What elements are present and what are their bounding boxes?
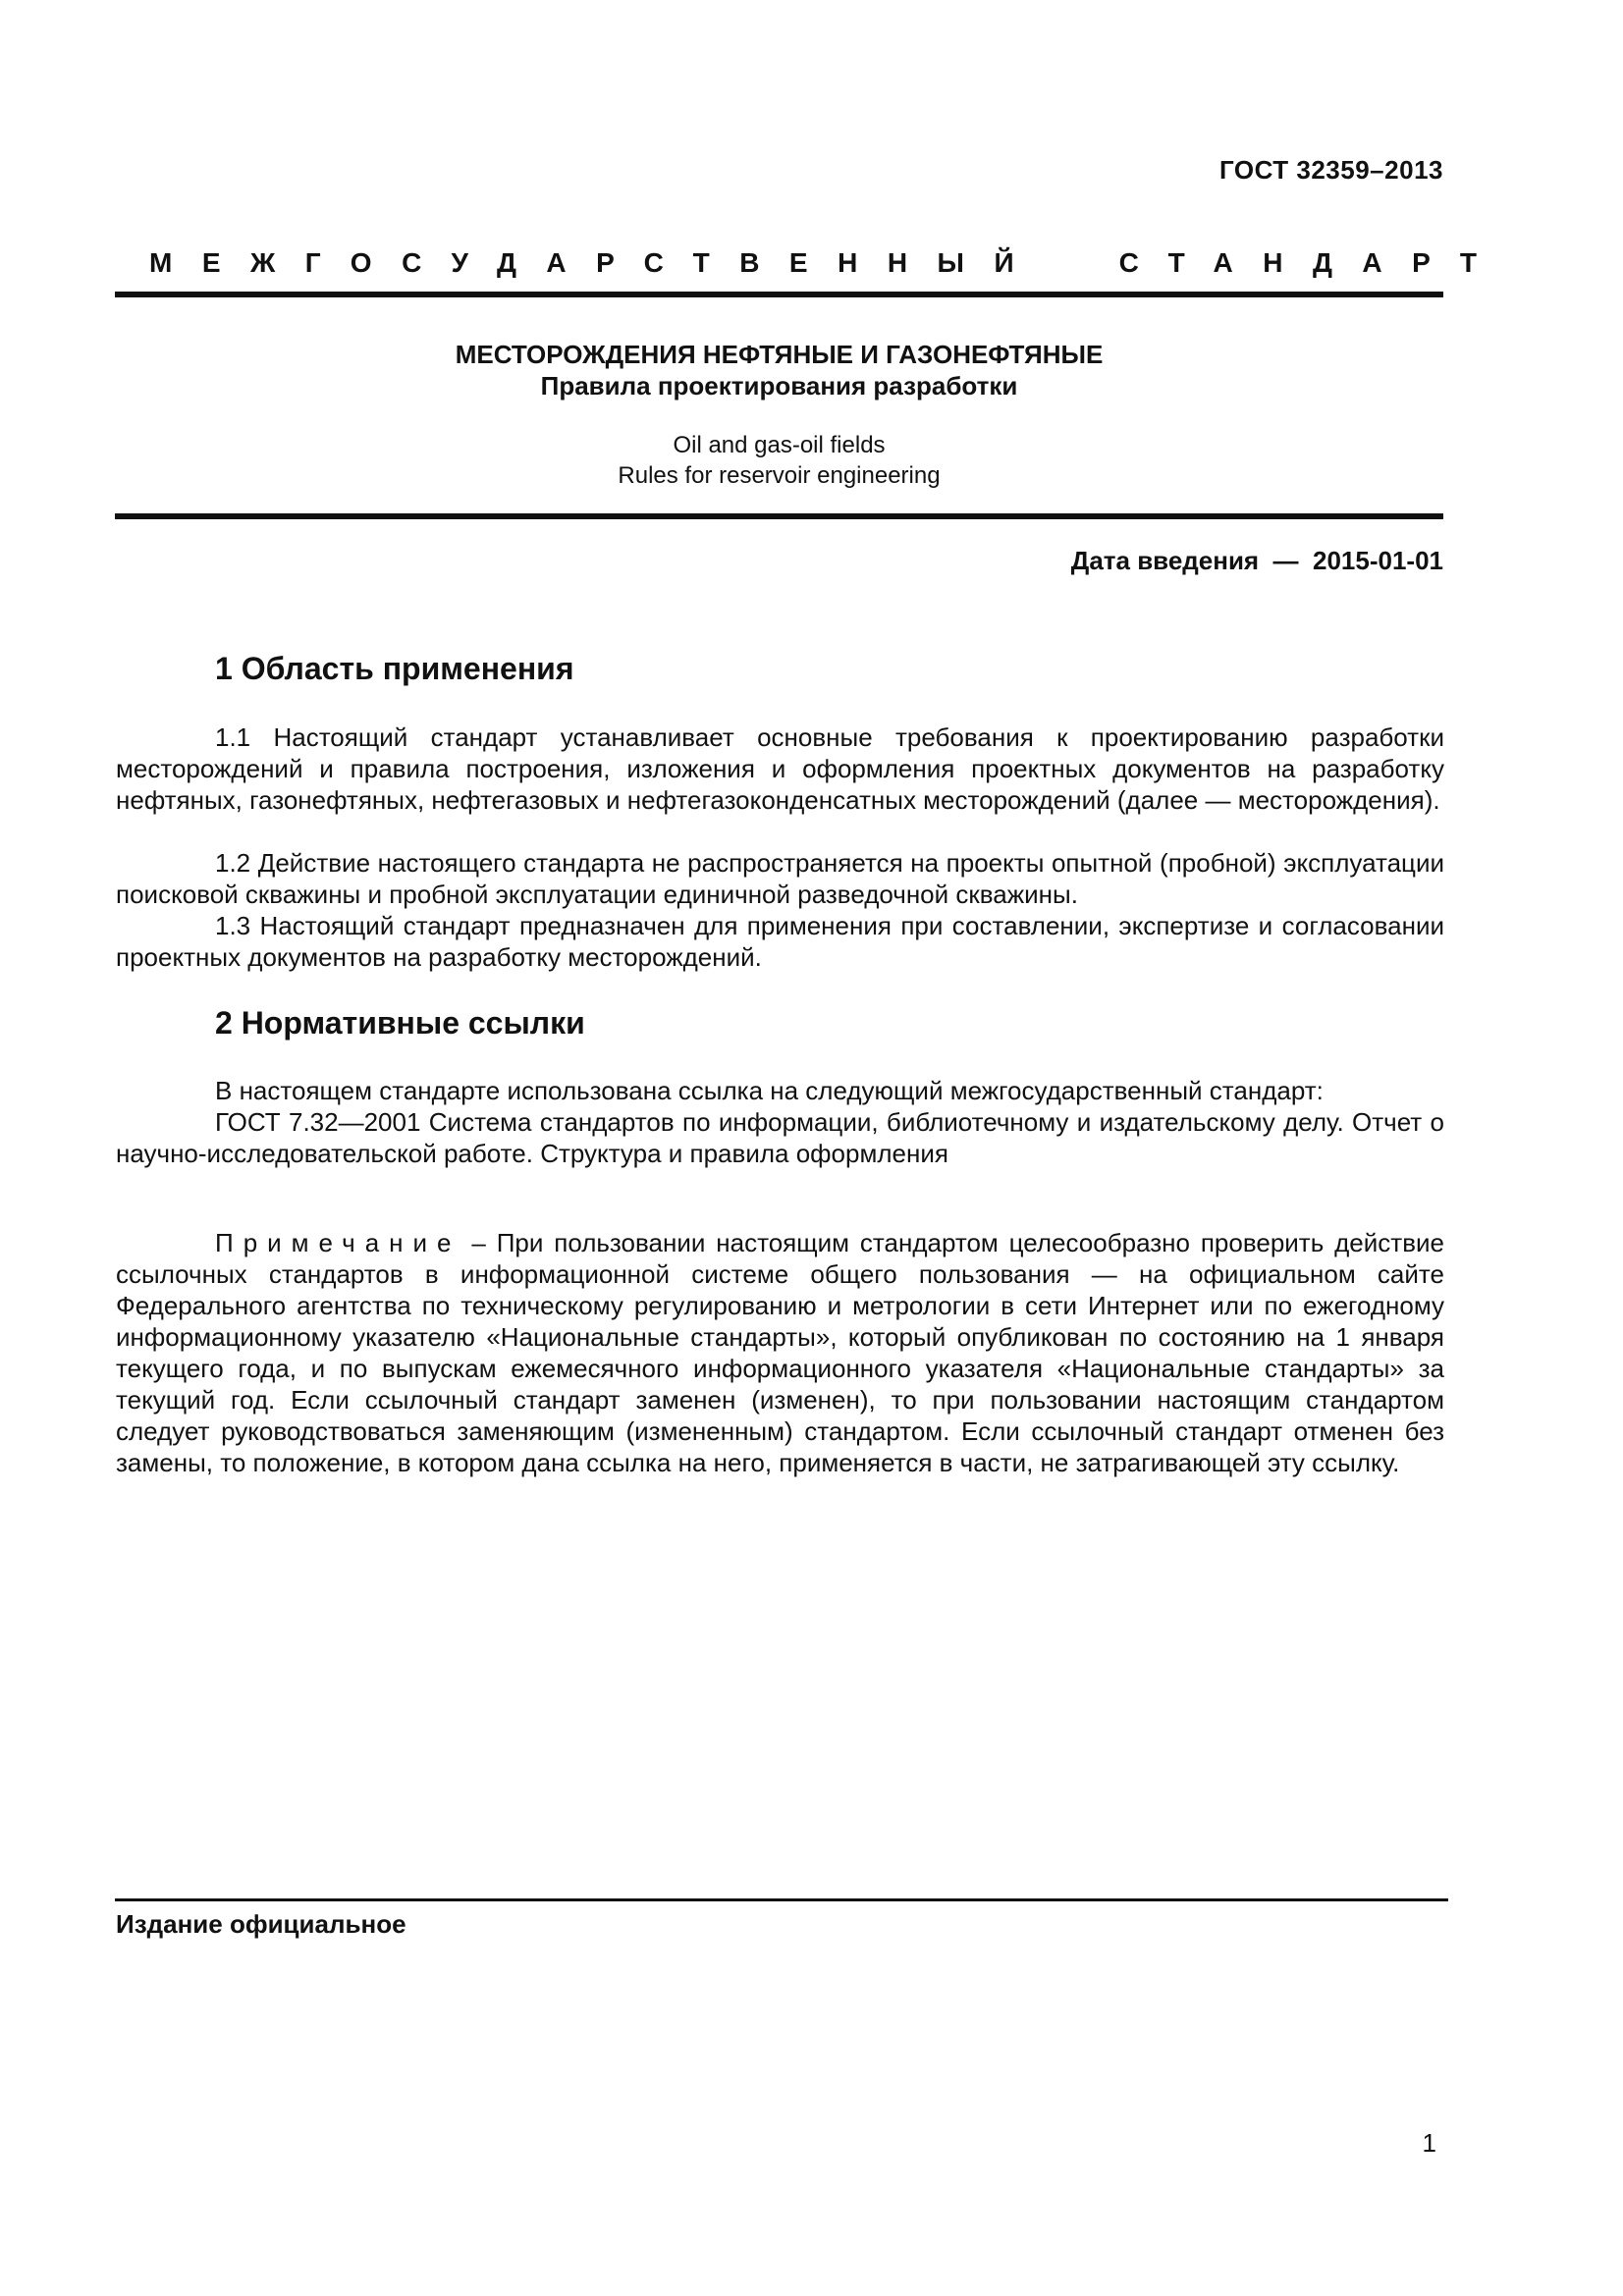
title-divider — [115, 513, 1443, 519]
scope-paragraph-2: 1.2 Действие настоящего стандарта не распространяется на проекты опытной (пробной) эксплуатации поисковой скважины и пробной эксплуатации единичной разведочной скважины. — [116, 848, 1444, 909]
edition-label: Издание официальное — [116, 1909, 406, 1939]
page-number: 1 — [1422, 2128, 1436, 2158]
header-divider — [115, 292, 1443, 297]
document-title: МЕСТОРОЖДЕНИЯ НЕФТЯНЫЕ И ГАЗОНЕФТЯНЫЕ — [455, 340, 1104, 369]
standard-type-banner: МЕЖГОСУДАРСТВЕННЫЙ СТАНДАРТ — [149, 247, 1507, 278]
section-heading-references: 2 Нормативные ссылки — [215, 1005, 585, 1041]
document-code: ГОСТ 32359–2013 — [1219, 155, 1443, 185]
document-subtitle: Правила проектирования разработки — [540, 371, 1018, 400]
references-gost-7-32: ГОСТ 7.32—2001 Система стандартов по информации, библиотечному и издательскому делу. Отчет о научно-исследовательской работе. Структура и правила оформления — [116, 1107, 1444, 1168]
note-label: Примечание — [215, 1228, 461, 1257]
section-heading-scope: 1 Область применения — [215, 651, 574, 686]
english-title: Oil and gas-oil fields — [673, 432, 886, 458]
references-note — [116, 1227, 1444, 1478]
references-intro: В настоящем стандарте использована ссылка на следующий межгосударственный стандарт: — [215, 1076, 1324, 1105]
english-subtitle: Rules for reservoir engineering — [618, 462, 941, 489]
note-text: – При пользовании настоящим стандартом целесообразно проверить действие ссылочных стандартов в информационной системе общего пользования — на официальном сайте Федерального агентства по техническому регулированию и метрологии в сети Интернет или по ежегодному информационному указателю «Национальные стандарты», который опубликован по состоянию на 1 января текущего года, и по выпускам ежемесячного информационного указателя «Национальные стандарты» за текущий год. Если ссылочный стандарт заменен (изменен), то при пользовании настоящим стандартом следует руководствоваться заменяющим (измененным) стандартом. Если ссылочный стандарт отменен без замены, то положение, в котором дана ссылка на него, применяется в части, не затрагивающей эту ссылку. — [116, 1228, 1444, 1477]
footer-divider — [115, 1898, 1448, 1901]
scope-paragraph-3: 1.3 Настоящий стандарт предназначен для применения при составлении, экспертизе и согласовании проектных документов на разработку месторождений. — [116, 911, 1444, 972]
scope-paragraph-1: 1.1 Настоящий стандарт устанавливает основные требования к проектированию разработки месторождений и правила построения, изложения и оформления проектных документов на разработку нефтяных, газонефтяных, нефтегазовых и нефтегазоконденсатных месторождений (далее — месторождения). — [116, 722, 1444, 815]
introduction-date: Дата введения — 2015-01-01 — [1070, 546, 1443, 575]
